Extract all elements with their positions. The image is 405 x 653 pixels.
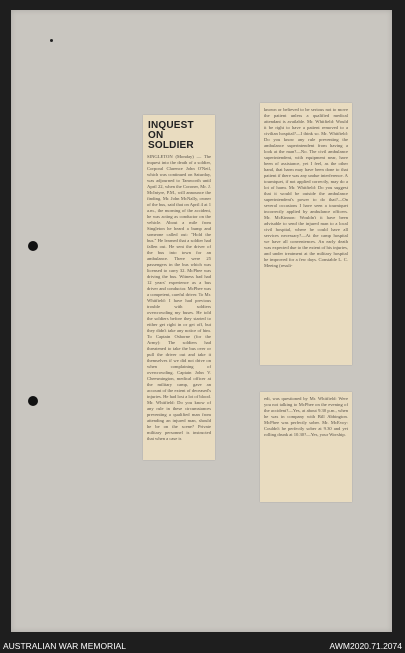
pin-mark bbox=[50, 39, 53, 42]
archive-name: AUSTRALIAN WAR MEMORIAL bbox=[3, 640, 126, 651]
clipping-body-text: SINGLETON (Monday) — The inquest into the death of a soldier, Corporal Clarence John O'Neil, which was continued on Saturday, was adjourned to Tamworth until April 22, when the Coroner, Mr. J. McIntyre, P.M., will announce the finding. Mr. John McNally, owner of the bus, said that on April 4 at 1 a.m., the morning of the accident, he was acting as conductor on the vehicle. About a mile from Singleton he heard a bump and someone called out: "Hold the bus." He learned that a soldier had fallen out. He sent the driver of the bus into town for an ambulance. There were 25 passengers in the bus which was licensed to carry 32. McPhee was driving the bus. Witness had had 12 years' experience as a bus driver and conductor. McPhee was a competent, careful driver. To Mr. Whitfield: I have had previous trouble with soldiers overcrowding my buses. He told the soldiers before they started to either get right in or get off, but they didn't take any notice of him. To Captain Osborne (for the Army): The soldiers had threatened to take the bus over or pull the driver out and take it themselves if we did not drive on when complaining of overcrowding. Captain John V. Cheesmington, medical officer at the military camp, gave an account of the extent of deceased's injuries. He had lost a lot of blood. Mr. Whitfield: Do you know of any rule in these circumstances preventing a qualified man from attending an injured man, should he be on the scene? Private military personnel is instructed that when a case is bbox=[147, 154, 211, 441]
archive-footer bbox=[0, 638, 405, 653]
punch-hole-top bbox=[28, 241, 38, 251]
news-clipping-ending bbox=[260, 392, 352, 502]
scrapbook-page bbox=[11, 10, 392, 632]
accession-number: AWM2020.71.2074 bbox=[329, 640, 402, 651]
news-clipping-inquest bbox=[143, 115, 215, 460]
punch-hole-bottom bbox=[28, 396, 38, 406]
clipping-body-text: edi, was questioned by Mr. Whitfield: Were you not talking to McPhee on the evening of the accident?—Yes, at about 9.30 p.m., when he was in company with Bill Abbington. McPhee was perfectly sober. Mr. McEvoy: Couldn't he perfectly sober at 9.30 and yet rolling drunk at 10.30?—Yes, your Worship. bbox=[264, 396, 348, 437]
clipping-body-text: known or believed to be serious not to move the patient unless a qualified medical attendant is available. Mr. Whitfield: Would it be right to have a patient removed to a civilian hospital?—I think so. Mr. Whitfield: Do you know any rule preventing the ambulance superintendent from having a look at the man?—No. The civil ambulance superintendent, with equipment near, have been of assistance, yet I feel, as the other hand, that harm may have been done to that patient if there was any undue interference. A tourniquet, if not applied correctly, may do a lot of harm. Mr. Whitfield: Do you suggest that it would be outside the ambulance superintendent's power to do that?—On several occasions I have seen a tourniquet incorrectly applied by ambulance officers. Mr. McKinnon: Wouldn't it have been advisable to send the injured man to a local civil hospital, where he could have all services necessary?—At the camp hospital we have all conveniences. An early death was expected due to the extent of his injuries, and under treatment at the military hospital he improved for a few days. Constable L. C. Meeing (resuli- bbox=[264, 107, 348, 268]
clipping-headline: INQUEST ON SOLDIER bbox=[148, 120, 194, 151]
news-clipping-continued bbox=[260, 103, 352, 365]
